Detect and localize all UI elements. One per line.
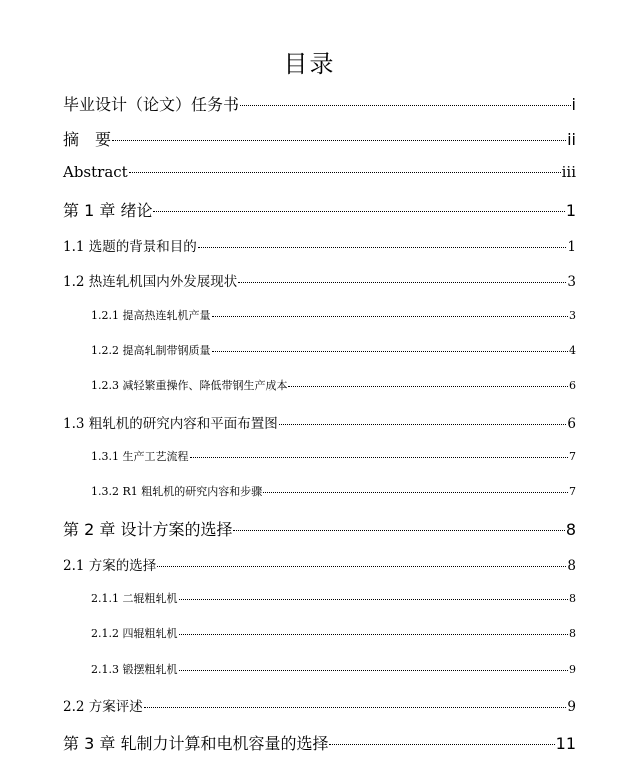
leader-dots xyxy=(157,566,566,567)
toc-entry-label: 1.2.3 减轻繁重操作、降低带钢生产成本 xyxy=(91,379,288,392)
toc-entry-label: 1.3 粗轧机的研究内容和平面布置图 xyxy=(63,416,278,432)
leader-dots xyxy=(153,211,564,212)
toc-entry-page: iii xyxy=(561,163,576,181)
leader-dots xyxy=(240,105,571,106)
toc-entry-chapter-2[interactable] xyxy=(63,517,576,540)
toc-entry-page: 9 xyxy=(567,699,576,715)
leader-dots xyxy=(144,707,567,708)
leader-dots xyxy=(238,282,566,283)
leader-dots xyxy=(233,530,564,531)
toc-entry-page: 8 xyxy=(569,592,576,605)
toc-entry-1-3-1[interactable] xyxy=(91,448,576,464)
toc-entry-abstract-en[interactable] xyxy=(63,163,576,181)
toc-entry-label: 1.1 选题的背景和目的 xyxy=(63,239,197,255)
toc-entry-2-1[interactable] xyxy=(63,554,576,574)
toc-entry-label: 2.2 方案评述 xyxy=(63,699,143,715)
toc-entry-page: 6 xyxy=(569,379,576,392)
toc-entry-chapter-1[interactable] xyxy=(63,198,576,221)
toc-entry-page: 1 xyxy=(567,239,576,255)
leader-dots xyxy=(279,424,567,425)
toc-entry-2-2[interactable] xyxy=(63,695,576,715)
toc-entry-label: 1.3.1 生产工艺流程 xyxy=(91,450,189,463)
toc-entry-label: 2.1.3 锻摆粗轧机 xyxy=(91,663,178,676)
toc-entry-page: 4 xyxy=(569,344,576,357)
toc-entry-chapter-3[interactable] xyxy=(63,731,576,754)
toc-entry-abstract-cn[interactable] xyxy=(63,127,576,150)
toc-entry-page: i xyxy=(571,95,576,114)
toc-entry-page: 7 xyxy=(569,450,576,463)
toc-entry-1-2-1[interactable] xyxy=(91,307,576,323)
toc-entry-1-2-3[interactable] xyxy=(91,377,576,393)
toc-entry-label: 1.2 热连轧机国内外发展现状 xyxy=(63,274,238,290)
toc-entry-page: 9 xyxy=(569,663,576,676)
toc-entry-label: 第 2 章 设计方案的选择 xyxy=(63,520,233,539)
toc-entry-page: 8 xyxy=(565,520,576,539)
leader-dots xyxy=(190,457,569,458)
leader-dots xyxy=(179,670,569,671)
toc-entry-1-3[interactable] xyxy=(63,412,576,432)
leader-dots xyxy=(179,599,569,600)
toc-entry-label: 1.3.2 R1 粗轧机的研究内容和步骤 xyxy=(91,485,263,498)
toc-title: 目录 xyxy=(283,50,336,78)
toc-entry-page: 8 xyxy=(569,627,576,640)
toc-entry-label: 2.1.2 四辊粗轧机 xyxy=(91,627,178,640)
toc-entry-page: ii xyxy=(567,130,576,149)
toc-entry-label: 第 1 章 绪论 xyxy=(63,201,153,220)
leader-dots xyxy=(263,492,568,493)
leader-dots xyxy=(179,634,569,635)
toc-entry-task-book[interactable] xyxy=(63,92,576,115)
toc-entry-page: 7 xyxy=(569,485,576,498)
toc-entry-2-1-1[interactable] xyxy=(91,590,576,606)
toc-entry-label: Abstract xyxy=(63,163,128,181)
toc-entry-label: 1.2.2 提高轧制带钢质量 xyxy=(91,344,211,357)
toc-entry-1-2-2[interactable] xyxy=(91,342,576,358)
leader-dots xyxy=(288,386,568,387)
leader-dots xyxy=(198,247,567,248)
toc-entry-page: 1 xyxy=(565,201,576,220)
toc-entry-page: 3 xyxy=(569,309,576,322)
leader-dots xyxy=(212,351,569,352)
leader-dots xyxy=(212,316,569,317)
toc-entry-2-1-3[interactable] xyxy=(91,661,576,677)
toc-entry-page: 8 xyxy=(567,558,576,574)
leader-dots xyxy=(129,172,561,173)
toc-entry-label: 摘 要 xyxy=(63,130,112,149)
toc-entry-label: 2.1 方案的选择 xyxy=(63,558,157,574)
toc-entry-1-2[interactable] xyxy=(63,270,576,290)
toc-entry-label: 1.2.1 提高热连轧机产量 xyxy=(91,309,211,322)
leader-dots xyxy=(329,744,554,745)
toc-entry-label: 2.1.1 二辊粗轧机 xyxy=(91,592,178,605)
toc-entry-page: 6 xyxy=(567,416,576,432)
toc-entry-1-3-2[interactable] xyxy=(91,483,576,499)
toc-entry-label: 第 3 章 轧制力计算和电机容量的选择 xyxy=(63,734,329,753)
toc-entry-2-1-2[interactable] xyxy=(91,625,576,641)
toc-entry-page: 3 xyxy=(567,274,576,290)
leader-dots xyxy=(112,140,566,141)
toc-entry-page: 11 xyxy=(555,734,576,753)
toc-entry-label: 毕业设计（论文）任务书 xyxy=(63,95,240,114)
toc-entry-1-1[interactable] xyxy=(63,235,576,255)
